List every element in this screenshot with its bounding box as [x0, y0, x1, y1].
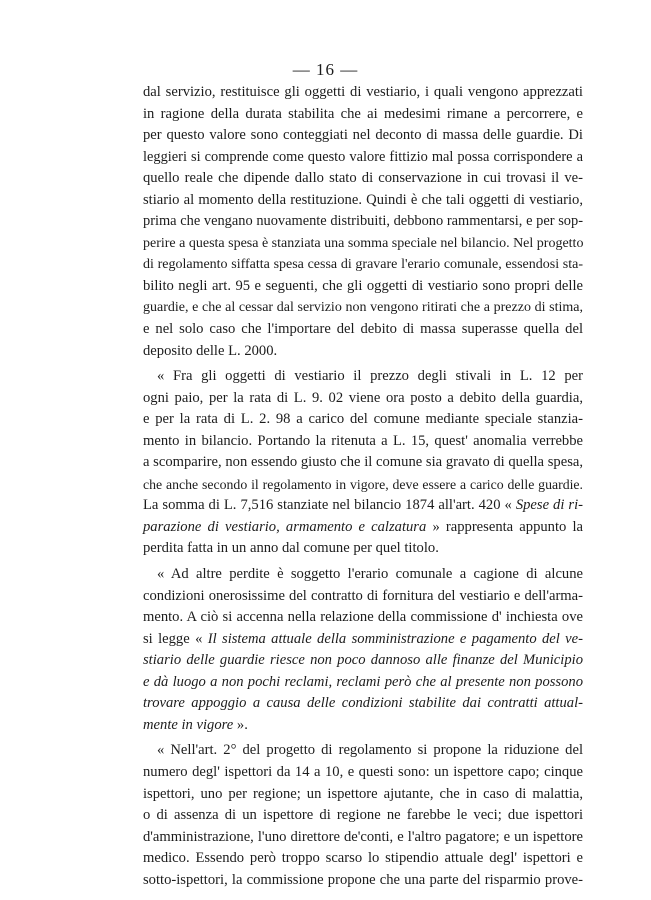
text-segment: si legge «	[143, 630, 208, 647]
text-line	[143, 762, 583, 784]
text-line	[143, 254, 583, 276]
text-line	[143, 827, 583, 849]
text-segment: o di assenza di un ispettore di regione ne farebbe le veci; due ispettori	[143, 807, 583, 824]
italic-text: stiario delle guardie riesce non poco dannoso alle finanze del Municipio	[143, 652, 583, 669]
text-segment: prima che vengano nuovamente distribuiti, debbono rammentarsi, e per sop-	[143, 213, 583, 230]
text-line	[143, 495, 583, 517]
text-line	[143, 366, 583, 388]
text-segment: ogni paio, per la rata di L. 9. 02 viene ora posto a debito della guardia,	[143, 389, 583, 406]
text-segment: e nel solo caso che l'importare del debito di massa superasse quella del	[143, 321, 583, 338]
text-segment: bilito negli art. 95 e seguenti, che gli oggetti di vestiario sono propri delle	[143, 277, 583, 294]
italic-text: trovare appoggio a causa delle condizioni stabilite dai contratti attual-	[143, 695, 583, 712]
text-line	[143, 147, 583, 169]
text-line	[143, 848, 583, 870]
text-segment: mento in bilancio. Portando la ritenuta a L. 15, quest' anomalia verrebbe	[143, 432, 583, 449]
paragraph	[143, 82, 583, 362]
text-line	[143, 474, 583, 496]
text-line	[143, 388, 583, 410]
text-line	[143, 629, 583, 651]
text-segment: condizioni onerosissime del contratto di fornitura del vestiario e dell'arma-	[143, 587, 583, 604]
text-segment: leggieri si comprende come questo valore fittizio mal possa corrispondere a	[143, 148, 583, 165]
text-segment: che anche secondo il regolamento in vigore, deve essere a carico delle guardie.	[143, 476, 583, 492]
text-line	[143, 784, 583, 806]
text-segment: « Nell'art. 2° del progetto di regolamento si propone la riduzione del	[157, 742, 583, 759]
text-line	[143, 564, 583, 586]
text-line	[143, 319, 583, 341]
paragraph	[143, 740, 583, 891]
text-line	[143, 104, 583, 126]
text-segment: » rappresenta appunto la	[426, 518, 583, 535]
italic-text: mente in vigore	[143, 716, 234, 733]
italic-text: e dà luogo a non pochi reclami, reclami però che al presente non possono	[143, 673, 583, 690]
text-line	[143, 452, 583, 474]
text-segment: sotto-ispettori, la commissione propone che una parte del risparmio prove-	[143, 871, 583, 888]
text-line	[143, 517, 583, 539]
text-segment: perdita fatta in un anno dal comune per quel titolo.	[143, 540, 439, 557]
paragraph	[143, 366, 583, 560]
text-line	[143, 125, 583, 147]
text-line	[143, 805, 583, 827]
text-segment: perire a questa spesa è stanziata una somma speciale nel bilancio. Nel progetto	[143, 235, 584, 251]
text-segment: a scomparire, non essendo giusto che il comune sia gravato di quella spesa,	[143, 454, 583, 471]
text-line	[143, 211, 583, 233]
text-segment: medico. Essendo però troppo scarso lo stipendio attuale degl' ispettori e	[143, 850, 583, 867]
text-line	[143, 82, 583, 104]
text-line	[143, 233, 583, 255]
text-line	[143, 409, 583, 431]
text-segment: stiario al momento della restituzione. Quindi è che tali oggetti di vestiario,	[143, 191, 583, 208]
text-line	[143, 607, 583, 629]
italic-text: Il sistema attuale della somministrazione e pagamento del ve-	[207, 630, 583, 647]
text-line	[143, 586, 583, 608]
text-line	[143, 870, 583, 892]
text-line	[143, 431, 583, 453]
text-line	[143, 693, 583, 715]
paragraph	[143, 564, 583, 736]
text-line	[143, 740, 583, 762]
italic-text: Spese di ri-	[515, 497, 583, 514]
text-line	[143, 650, 583, 672]
text-segment: quello reale che dipende dallo stato di conservazione in cui trovasi il ve-	[143, 170, 583, 187]
text-segment: mento. A ciò si accenna nella relazione della commissione d' inchiesta ove	[143, 609, 583, 626]
text-segment: La somma di L. 7,516 stanziate nel bilancio 1874 all'art. 420 «	[143, 497, 516, 514]
text-segment: « Ad altre perdite è soggetto l'erario comunale a cagione di alcune	[157, 566, 583, 583]
text-segment: in ragione della durata stabilita che ai medesimi rimane a percorrere, e	[143, 105, 583, 122]
text-segment: ispettori, uno per regione; un ispettore ajutante, che in caso di malattia,	[143, 785, 583, 802]
text-segment: ».	[233, 716, 248, 733]
text-line	[143, 190, 583, 212]
text-segment: « Fra gli oggetti di vestiario il prezzo degli stivali in L. 12 per	[157, 368, 583, 385]
text-segment: guardie, e che al cessar dal servizio non vengono ritirati che a prezzo di stima,	[143, 300, 583, 316]
text-segment: d'amministrazione, l'uno direttore de'conti, e l'altro pagatore; e un ispettore	[143, 828, 583, 845]
text-segment: numero degl' ispettori da 14 a 10, e questi sono: un ispettore capo; cinque	[143, 763, 583, 780]
text-segment: dal servizio, restituisce gli oggetti di vestiario, i quali vengono apprezzati	[143, 84, 583, 100]
text-line	[143, 168, 583, 190]
page-number: — 16 —	[292, 60, 359, 79]
text-segment: deposito delle L. 2000.	[143, 342, 278, 359]
text-line	[143, 715, 583, 737]
italic-text: parazione di vestiario, armamento e calzatura	[143, 518, 427, 535]
text-line	[143, 276, 583, 298]
text-segment: di regolamento siffatta spesa cessa di gravare l'erario comunale, essendosi sta-	[143, 257, 583, 273]
text-segment: per questo valore sono conteggiati nel deconto di massa delle guardie. Di	[143, 127, 583, 144]
text-line	[143, 341, 583, 363]
text-line	[143, 672, 583, 694]
body-text	[143, 82, 583, 891]
text-line	[143, 538, 583, 560]
text-line	[143, 297, 583, 319]
text-segment: e per la rata di L. 2. 98 a carico del comune mediante speciale stanzia-	[143, 411, 583, 428]
